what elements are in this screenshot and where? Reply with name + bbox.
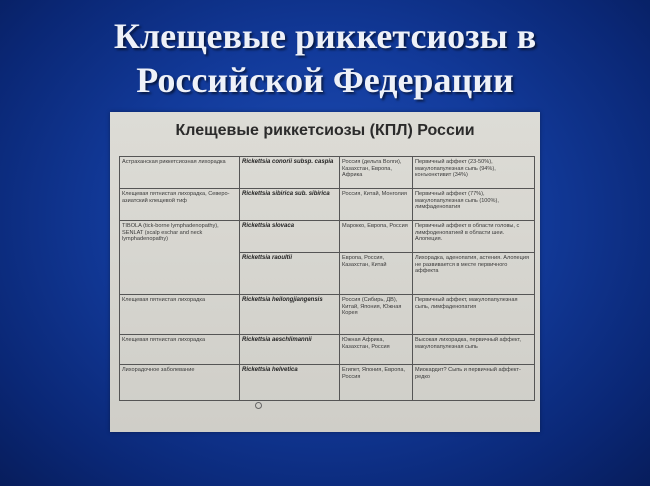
region-cell: Россия (Сибирь, ДВ), Китай, Япония, Южная Корея: [340, 295, 413, 335]
table-row: [120, 295, 535, 335]
table-row: [120, 157, 535, 189]
symptoms-cell: Первичный аффект, макулопапулезная сыпь, лимфаденопатия: [413, 295, 535, 335]
disease-cell: Астраханская риккетсиозная лихорадка: [120, 157, 240, 189]
species-cell: Rickettsia conorii subsp. caspia: [240, 157, 340, 189]
region-cell: Россия (дельта Волги), Казахстан, Европа, Африка: [340, 157, 413, 189]
region-cell: Египет, Япония, Европа, Россия: [340, 365, 413, 401]
slide-title-line-1: Клещевые риккетсиозы в: [113, 16, 537, 56]
region-cell: Россия, Китай, Монголия: [340, 189, 413, 221]
table-row: [120, 189, 535, 221]
disease-cell: TIBOLA (tick-borne lymphadenopathy), SENLAT (scalp eschar and neck lymphadenopathy): [120, 221, 240, 295]
slide-title: [0, 14, 650, 102]
symptoms-cell: Первичный аффект в области головы, с лимфоденопатией в области шеи. Алопеция.: [413, 221, 535, 253]
region-cell: Марокко, Европа, Россия: [340, 221, 413, 253]
species-cell: Rickettsia raoultii: [240, 253, 340, 295]
disease-cell: Клещевая пятнистая лихорадка: [120, 335, 240, 365]
disease-cell: Клещевая пятнистая лихорадка, Северо-азиатский клещевой тиф: [120, 189, 240, 221]
cursor-icon: [255, 402, 262, 409]
table-row: [120, 221, 535, 253]
species-cell: Rickettsia slovaca: [240, 221, 340, 253]
rickettsioses-table: [119, 156, 535, 401]
slide-title-line-2: Российской Федерации: [136, 60, 514, 100]
symptoms-cell: Первичный аффект (77%), макулопапулезная сыпь (100%), лимфаденопатия: [413, 189, 535, 221]
symptoms-cell: Высокая лихорадка, первичный аффект, макулопапулезная сыпь: [413, 335, 535, 365]
symptoms-cell: Первичный аффект (23-50%), макулопапулезная сыпь (94%), конъюнктивит (34%): [413, 157, 535, 189]
symptoms-cell: Лихорадка, аденопатия, астения. Алопеция не развивается в месте первичного аффекта: [413, 253, 535, 295]
table-photo: [110, 112, 540, 432]
region-cell: Европа, Россия, Казахстан, Китай: [340, 253, 413, 295]
species-cell: Rickettsia heilongjiangensis: [240, 295, 340, 335]
species-cell: Rickettsia aeschlimannii: [240, 335, 340, 365]
region-cell: Южная Африка, Казахстан, Россия: [340, 335, 413, 365]
disease-cell: Клещевая пятнистая лихорадка: [120, 295, 240, 335]
photo-title: Клещевые риккетсиозы (КПЛ) России: [175, 122, 475, 139]
species-cell: Rickettsia sibirica sub. sibirica: [240, 189, 340, 221]
table-row: [120, 335, 535, 365]
table-row: [120, 365, 535, 401]
symptoms-cell: Миокардит? Сыпь и первичный аффект- редко: [413, 365, 535, 401]
species-cell: Rickettsia helvetica: [240, 365, 340, 401]
disease-cell: Лихорадочное заболевание: [120, 365, 240, 401]
